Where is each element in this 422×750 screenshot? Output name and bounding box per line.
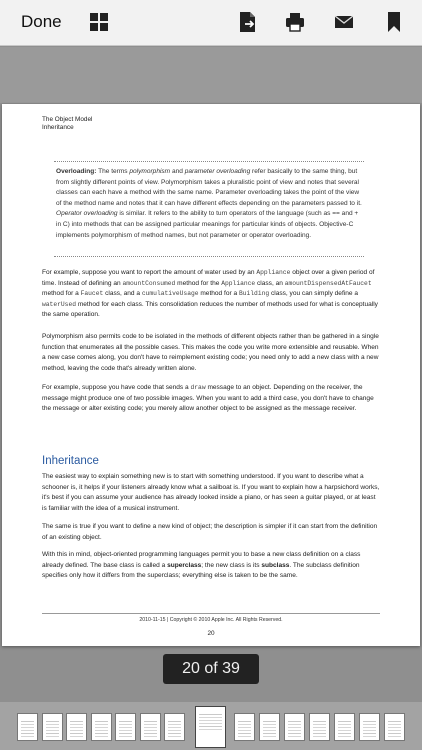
page-thumbnail[interactable]: [42, 713, 63, 741]
printer-icon[interactable]: [284, 11, 306, 33]
page-thumbnail[interactable]: [309, 713, 330, 741]
page-indicator: 20 of 39: [163, 654, 259, 684]
note-label: Overloading:: [56, 168, 97, 175]
grid-icon[interactable]: [88, 11, 110, 33]
running-head: [42, 116, 92, 132]
page-thumbnail[interactable]: [66, 713, 87, 741]
page-thumbnail-current[interactable]: [195, 706, 226, 748]
page-thumbnail[interactable]: [115, 713, 136, 741]
page-thumbnail[interactable]: [259, 713, 280, 741]
footer-page-number: 20: [207, 630, 215, 637]
mail-icon[interactable]: [333, 11, 355, 33]
page-thumbnail[interactable]: [334, 713, 355, 741]
page-thumbnail[interactable]: [284, 713, 305, 741]
paragraph: For example, suppose you have code that sends a draw message to an object. Depending on the receiver, the message might produce one of two possible images. When you want to add a third case, you don't have to change the message or alter existing code; you merely allow another object to be assigned as the message receiver.: [42, 384, 374, 413]
paragraph: With this in mind, object-oriented programming languages permit you to base a new class definition on a class already defined. The base class is called a superclass; the new class is its subclass. The subclass definition specifies only how it differs from the superclass; everything else is taken to be the same.: [42, 551, 361, 580]
running-head-section: Inheritance: [42, 124, 74, 131]
page-thumbnail[interactable]: [384, 713, 405, 741]
footer-copyright: 2010-11-15 | Copyright © 2010 Apple Inc. All Rights Reserved.: [139, 617, 283, 623]
section-heading: Inheritance: [42, 455, 99, 467]
page-thumbnail[interactable]: [234, 713, 255, 741]
bookmark-icon[interactable]: [383, 11, 405, 33]
page-thumbnail[interactable]: [164, 713, 185, 741]
running-head-title: The Object Model: [42, 116, 93, 123]
page-thumbnail[interactable]: [359, 713, 380, 741]
paragraph: Polymorphism also permits code to be isolated in the methods of different objects rather than be gathered in a single function that enumerates all the possible cases. This makes the code you write more extensible and reusable. When a new case comes along, you don't have to reimplement existing code; you need only to add a new class with a new method, leaving the code that's already written alone.: [42, 333, 379, 372]
page-background: [0, 47, 422, 103]
paragraph: The easiest way to explain something new is to start with something understood. If you want to describe what a schooner is, it helps if your listeners already know what a sailboat is. If you want to explain how a harpsichord works, it's best if you can assume your audience has already looked inside a piano, or has seen a guitar played, or at least is familiar with the idea of a musical instrument.: [42, 473, 380, 512]
note-box: Overloading: The terms polymorphism and parameter overloading refer basically to the same thing, but from slightly different points of view. Polymorphism takes a pluralistic point of view and notes that several classes can each have a method with the same name. Parameter overloading takes the point of the view of the method name and notes that it can have different effects depending on the parameters passed to it. Operator overloading is similar. It refers to the ability to turn operators of the language (such as == and + in C) into methods that can be assigned particular meanings for particular kinds of objects. Objective-C implements polymorphism of method names, but not parameter or operator overloading.: [56, 168, 362, 239]
page-thumbnail[interactable]: [91, 713, 112, 741]
thumbnail-strip[interactable]: [0, 702, 422, 750]
paragraph: For example, suppose you want to report the amount of water used by an Appliance object over a given period of time. Instead of defining an amountConsumed method for the Appliance class, an amountDispensedAtFaucet method for a Faucet class, and a cumulativeUsage method for a Building class, you can simply define a waterUsed method for each class. This consolidation reduces the number of methods used for what is conceptually the same operation.: [42, 269, 378, 319]
paragraph: The same is true if you want to define a new kind of object; the description is simpler if it can start from the definition of an existing object.: [42, 523, 378, 541]
note-divider-top: [54, 161, 364, 162]
footer-divider: [42, 613, 380, 614]
page-thumbnail[interactable]: [140, 713, 161, 741]
toolbar: [0, 0, 422, 46]
export-icon[interactable]: [237, 11, 259, 33]
done-button[interactable]: Done: [21, 12, 62, 31]
page-thumbnail[interactable]: [17, 713, 38, 741]
document-page[interactable]: [2, 104, 420, 646]
note-divider-bottom: [54, 256, 364, 257]
